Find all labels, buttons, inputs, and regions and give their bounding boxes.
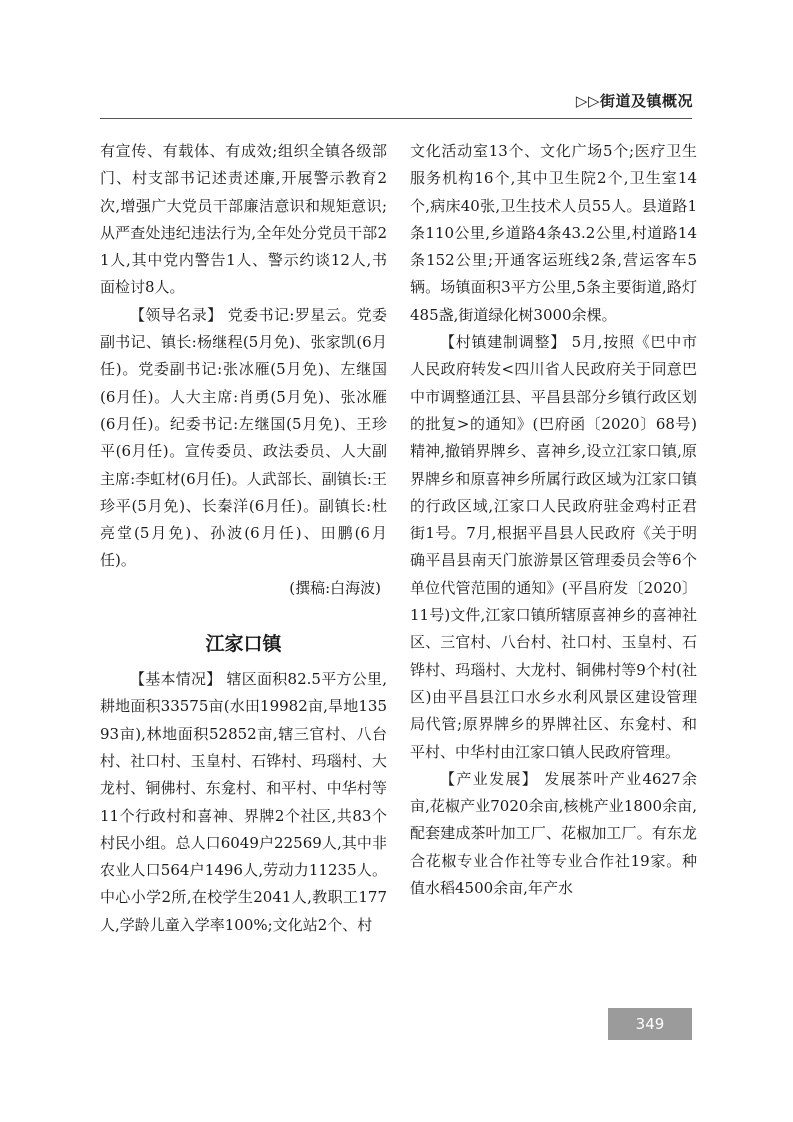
left-column	[100, 138, 387, 939]
leaders-paragraph: 【领导名录】 党委书记:罗星云。党委副书记、镇长:杨继程(5月免)、张家凯(6月任)。党委副书记:张冰雁(5月免)、左继国(6月任)。人大主席:肖勇(5月免)、张冰雁(6月任)。纪委书记:左继国(5月免)、王珍平(6月任)。宣传委员、政法委员、人大副主席:李虹材(6月任)。人武部长、副镇长:王珍平(5月免)、长秦洋(6月任)。副镇长:杜亮堂(5月免)、孙波(6月任)、田鹏(6月任)。	[100, 305, 387, 570]
adjustment-paragraph: 【村镇建制调整】 5月,按照《巴中市人民政府转发<四川省人民政府关于同意巴中市调整通江县、平昌县部分乡镇行政区划的批复>的通知》(巴府函〔2020〕68号)精神,撤销界牌乡、喜神乡,设立江家口镇,原界牌乡和原喜神乡所属行政区域为江家口镇的行政区域,江家口人民政府驻金鸡村正君街1号。7月,根据平昌县人民政府《关于明确平昌县南天门旅游景区管理委员会等6个单位代管范围的通知》(平昌府发〔2020〕11号)文件,江家口镇所辖原喜神乡的喜神社区、三官村、八台村、社口村、玉皇村、石铧村、玛瑙村、大龙村、铜佛村等9个村(社区)由平昌县江口水乡水利风景区建设管理局代管;原界牌乡的界牌社区、东龛村、和平村、中华村由江家口镇人民政府管理。	[410, 333, 697, 761]
right-column	[410, 138, 697, 902]
industry-paragraph: 【产业发展】 发展茶叶产业4627余亩,花椒产业7020余亩,核桃产业1800余亩,配套建成茶叶加工厂、花椒加工厂。有东龙合花椒专业合作社等专业合作社19家。种值水稻4500余亩,年产水	[410, 769, 697, 898]
running-header-section-title: ▷▷街道及镇概况	[575, 92, 693, 110]
left-continued-paragraph: 有宣传、有载体、有成效;组织全镇各级部门、村支部书记述责述廉,开展警示教育2次,增强广大党员干部廉洁意识和规矩意识;从严查处违纪违法行为,全年处分党员干部21人,其中党内警告1人、警示约谈12人,书面检讨8人。	[100, 142, 387, 297]
page-number: 349	[608, 1008, 692, 1040]
right-continued-paragraph: 文化活动室13个、文化广场5个;医疗卫生服务机构16个,其中卫生院2个,卫生室14个,病床40张,卫生技术人员55人。县道路1条110公里,乡道路4条43.2公里,村道路14条152公里;开通客运班线2条,营运客车5辆。场镇面积3平方公里,5条主要街道,路灯485盏,街道绿化树3000余棵。	[410, 142, 697, 324]
basic-info-paragraph: 【基本情况】 辖区面积82.5平方公里,耕地面积33575亩(水田19982亩,旱地13593亩),林地面积52852亩,辖三官村、八台村、社口村、玉皇村、石铧村、玛瑙村、大龙村、铜佛村、东龛村、和平村、中华村等11个行政村和喜神、界牌2个社区,共83个村民小组。总人口6049户22569人,其中非农业人口564户1496人,劳动力11235人。中心小学2所,在校学生2041人,教职工177人,学龄儿童入学率100%;文化站2个、村	[100, 670, 387, 934]
town-heading: 江家口镇	[205, 633, 282, 656]
header-rule	[100, 118, 692, 119]
byline: (撰稿:白海波)	[289, 578, 381, 597]
